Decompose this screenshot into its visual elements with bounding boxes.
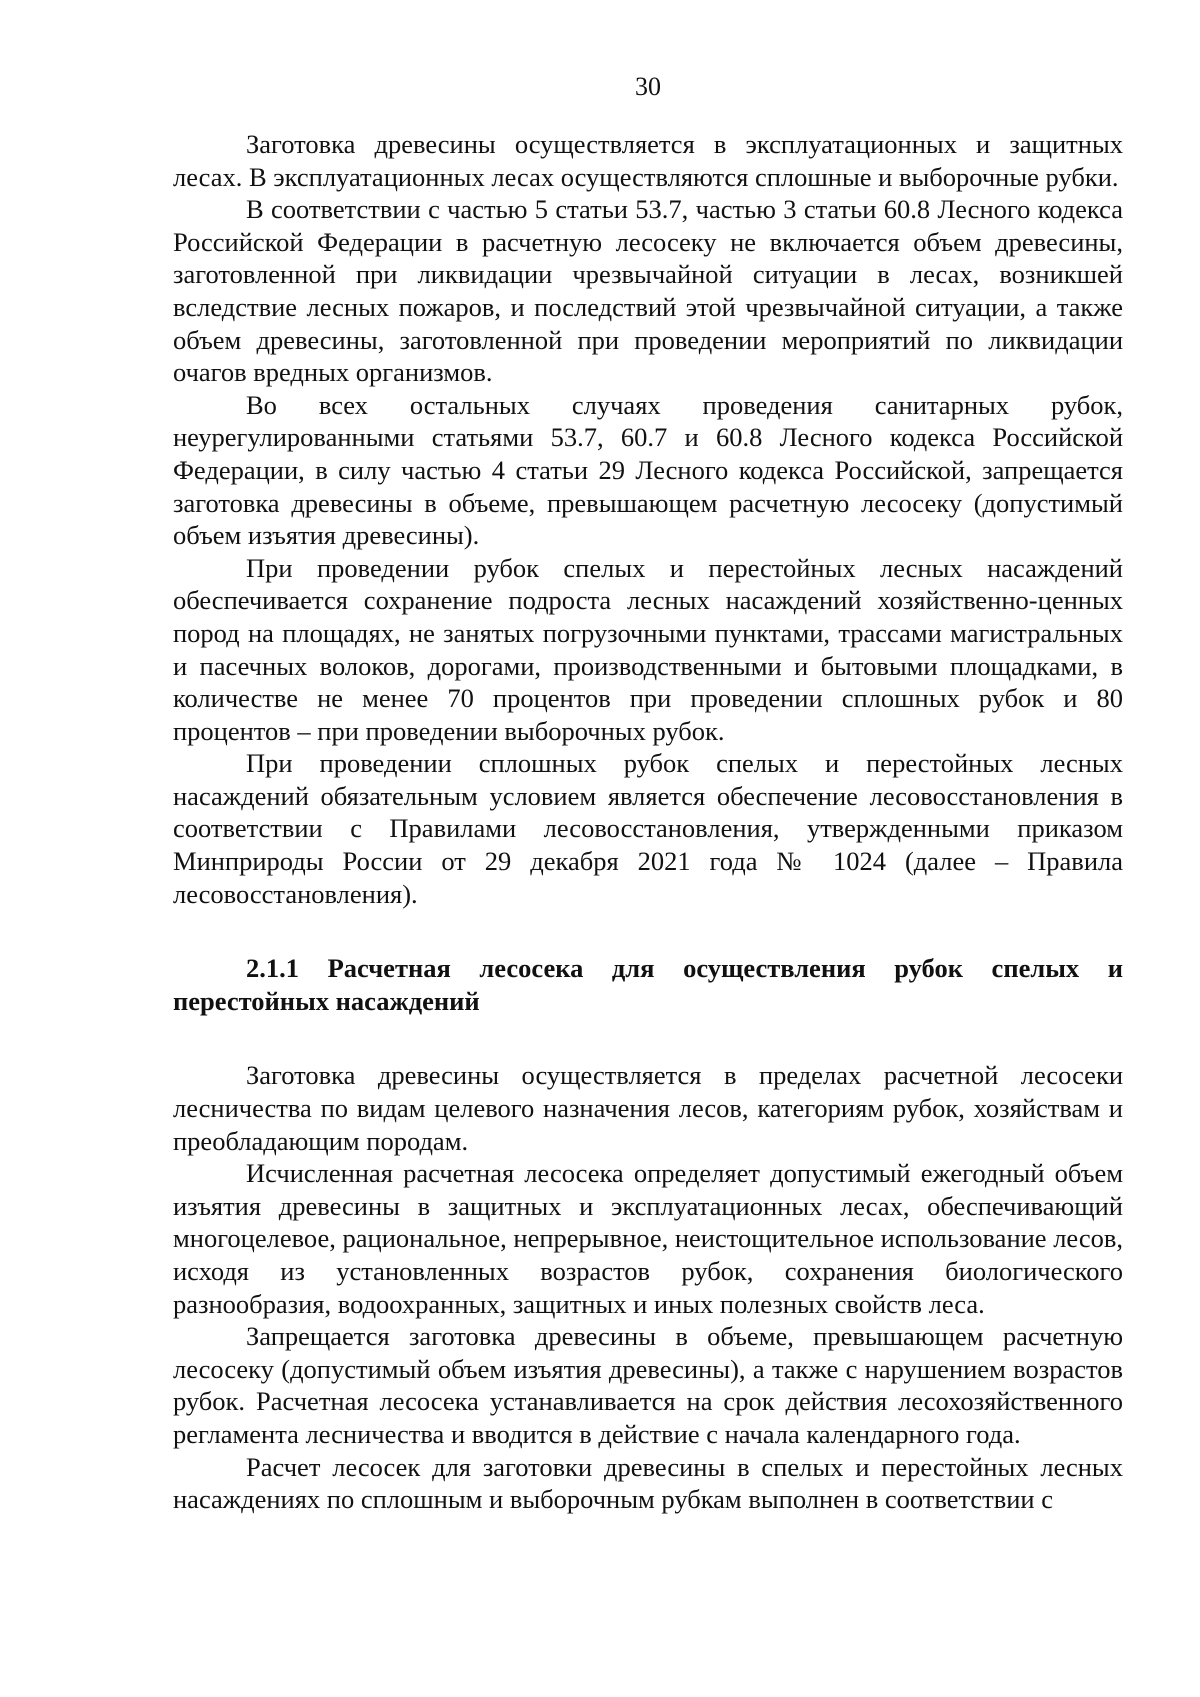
paragraph-undergrowth-preservation: При проведении рубок спелых и перестойных лесных насаждений обеспечивается сохранение подроста лесных насаждений хозяйственно-ценных пород на площадях, не занятых погрузочными пунктами, трассами магистральных и пасечных волоков, дорогами, производственными и бытовыми площадками, в количестве не менее 70 процентов при проведении сплошных рубок и 80 процентов – при проведении выборочных рубок. [173,552,1123,746]
paragraph-harvesting-forests: Заготовка древесины осуществляется в эксплуатационных и защитных лесах. В эксплуатационных лесах осуществляются сплошные и выборочные рубки. [173,129,1123,192]
section-heading: 2.1.1 Расчетная лесосека для осуществления рубок спелых и перестойных насаждений [173,953,1123,1016]
paragraph-cut-calculation: Расчет лесосек для заготовки древесины в спелых и перестойных лесных насаждениях по сплошным и выборочным рубкам выполнен в соответствии с [173,1451,1123,1515]
paragraph-allowable-cut-limits: Заготовка древесины осуществляется в пределах расчетной лесосеки лесничества по видам целевого назначения лесов, категориям рубок, хозяйствам и преобладающим породам. [173,1060,1123,1156]
page-number: 30 [635,72,661,101]
paragraph-sanitary-felling: Во всех остальных случаях проведения санитарных рубок, неурегулированными статьями 53.7, 60.7 и 60.8 Лесного кодекса Российской Федерации, в силу частью 4 статьи 29 Лесного кодекса Российской, запрещается заготовка древесины в объеме, превышающем расчетную лесосеку (допустимый объем изъятия древесины). [173,389,1123,551]
document-body [173,128,1123,1516]
paragraph-reforestation-rules: При проведении сплошных рубок спелых и перестойных лесных насаждений обязательным условием является обеспечение лесовосстановления в соответствии с Правилами лесовосстановления, утвержденными приказом Минприроды России от 29 декабря 2021 года № 1024 (далее – Правила лесовосстановления). [173,748,1123,909]
paragraph-allowable-cut-definition: Исчисленная расчетная лесосека определяет допустимый ежегодный объем изъятия древесины в защитных и эксплуатационных лесах, обеспечивающий многоцелевое, рациональное, непрерывное, неистощительное использование лесов, исходя из установленных возрастов рубок, сохранения биологического разнообразия, водоохранных, защитных и иных полезных свойств леса. [173,1158,1123,1319]
paragraph-harvesting-prohibition: Запрещается заготовка древесины в объеме, превышающем расчетную лесосеку (допустимый объем изъятия древесины), а также с нарушением возрастов рубок. Расчетная лесосека устанавливается на срок действия лесохозяйственного регламента лесничества и вводится в действие с начала календарного года. [173,1321,1123,1449]
paragraph-forest-code-exclusions: В соответствии с частью 5 статьи 53.7, частью 3 статьи 60.8 Лесного кодекса Российской Федерации в расчетную лесосеку не включается объем древесины, заготовленной при ликвидации чрезвычайной ситуации в лесах, возникшей вследствие лесных пожаров, и последствий этой чрезвычайной ситуации, а также объем древесины, заготовленной при проведении мероприятий по ликвидации очагов вредных организмов. [173,194,1123,388]
